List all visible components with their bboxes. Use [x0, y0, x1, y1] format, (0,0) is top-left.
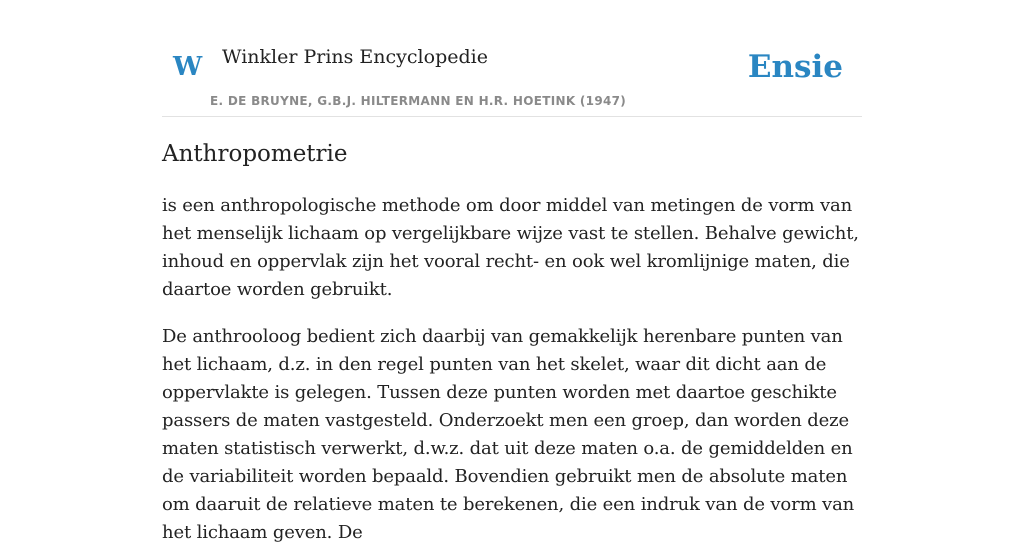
article-paragraph: De anthrooloog bedient zich daarbij van gemakkelijk herenbare punten van het lichaam, d.z. in den regel punten van het skelet, waar dit dicht aan de oppervlakte is gelegen. Tussen deze punten worden met daartoe geschikte passers de maten vastgesteld. Onderzoekt men een groep, dan worden deze maten statistisch verwerkt, d.w.z. dat uit deze maten o.a. de gemiddelden en de variabiliteit worden bepaald. Bovendien gebruikt men de absolute maten om daaruit de relatieve maten te berekenen, die een indruk van de vorm van het lichaam geven. De	[162, 326, 855, 543]
publication-title[interactable]: Winkler Prins Encyclopedie	[222, 46, 488, 68]
ensie-logo[interactable]: Ensie	[747, 49, 843, 85]
winkler-prins-logo[interactable]: W	[173, 52, 203, 82]
article-headword: Anthropometrie	[162, 141, 348, 167]
article	[162, 138, 862, 547]
site-header	[162, 0, 862, 117]
article-paragraph: is een anthropologische methode om door middel van metingen de vorm van het menselijk lichaam op vergelijkbare wijze vast te stellen. Behalve gewicht, inhoud en oppervlak zijn het vooral recht- en ook wel kromlijnige maten, die daartoe worden gebruikt.	[162, 195, 859, 300]
publication-authors: E. DE BRUYNE, G.B.J. HILTERMANN EN H.R. HOETINK (1947)	[210, 94, 627, 108]
